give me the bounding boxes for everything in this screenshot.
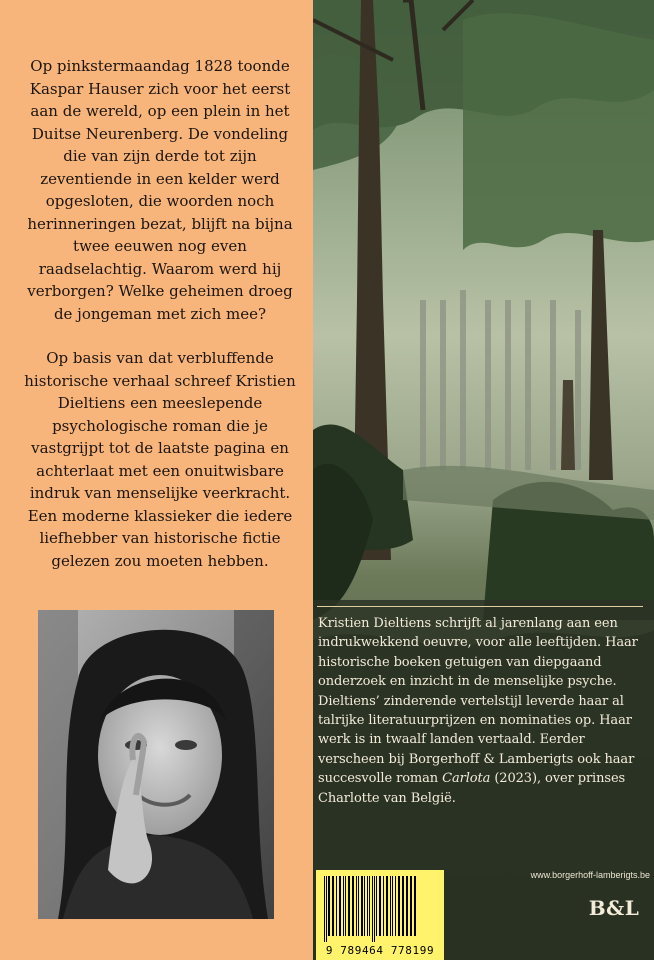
barcode-bar bbox=[352, 876, 354, 936]
barcode-bar bbox=[364, 876, 365, 936]
barcode-bar bbox=[395, 876, 396, 936]
barcode-bar bbox=[410, 876, 412, 936]
barcode-bars bbox=[322, 876, 438, 942]
author-portrait-image bbox=[38, 610, 274, 919]
barcode-bar bbox=[345, 876, 346, 936]
barcode-bar bbox=[332, 876, 334, 936]
barcode-bar bbox=[369, 876, 370, 936]
barcode-bar bbox=[367, 876, 368, 936]
barcode-bar bbox=[372, 876, 373, 942]
publisher-logo: B&L bbox=[588, 896, 640, 920]
barcode-bar bbox=[414, 876, 416, 936]
barcode-bar bbox=[383, 876, 384, 936]
barcode-bar bbox=[392, 876, 393, 936]
barcode-bar bbox=[326, 876, 327, 942]
barcode-bar bbox=[336, 876, 337, 936]
barcode-bar bbox=[379, 876, 381, 936]
publisher-website: www.borgerhoff-lamberigts.be bbox=[530, 870, 650, 880]
book-blurb bbox=[20, 55, 300, 594]
barcode bbox=[316, 870, 444, 960]
barcode-bar bbox=[398, 876, 400, 936]
barcode-bar bbox=[374, 876, 375, 942]
forest-painting bbox=[313, 0, 654, 960]
barcode-bar bbox=[376, 876, 377, 936]
author-bio bbox=[318, 614, 652, 808]
barcode-bar bbox=[348, 876, 350, 936]
blurb-paragraph-1: Op pinkstermaandag 1828 toonde Kaspar Hauser zich voor het eerst aan de wereld, op een plein in het Duitse Neurenberg. De vondeling die van zijn derde tot zijn zeventiende in een kelder werd opgesloten, die woorden noch herinneringen bezat, blijft na bijna twee eeuwen nog even raadselachtig. Waarom werd hij verborgen? Welke geheimen droeg de jongeman met zich mee? bbox=[27, 57, 293, 323]
forest-illustration bbox=[313, 0, 654, 960]
author-bio-text-end: (2023), over prinses Charlotte van België. bbox=[318, 771, 626, 806]
barcode-bar bbox=[390, 876, 391, 936]
barcode-bar bbox=[386, 876, 388, 936]
blurb-panel bbox=[0, 0, 313, 960]
barcode-bar bbox=[402, 876, 404, 936]
book-title-reference: Carlota bbox=[442, 771, 491, 787]
divider-line bbox=[317, 606, 643, 607]
author-bio-text: Kristien Dieltiens schrijft al jarenlang aan een indrukwekkend oeuvre, voor alle leeftijden. Haar historische boeken getuigen van diepgaand onderzoek en inzicht in de menselijke psyche. Dieltiens’ zinderende vertelstijl leverde haar al talrijke literatuurprijzen en nominaties op. Haar werk is in twaalf landen vertaald. Eerder verscheen bij Borgerhoff & Lamberigts ook haar succesvolle roman bbox=[318, 616, 638, 787]
barcode-bar bbox=[328, 876, 330, 936]
barcode-bar bbox=[339, 876, 341, 936]
author-portrait bbox=[38, 610, 274, 919]
barcode-bar bbox=[406, 876, 408, 936]
isbn-number: 9 789464 778199 bbox=[325, 944, 435, 957]
barcode-bar bbox=[343, 876, 344, 936]
barcode-bar bbox=[324, 876, 325, 942]
barcode-bar bbox=[356, 876, 357, 936]
blurb-paragraph-2: Op basis van dat verbluffende historische verhaal schreef Kristien Dieltiens een meeslepende psychologische roman die je vastgrijpt tot de laatste pagina en achterlaat met een onuitwisbare indruk van menselijke veerkracht. Een moderne klassieker die iedere liefhebber van historische fictie gelezen zou moeten hebben. bbox=[24, 349, 296, 570]
barcode-bar bbox=[358, 876, 359, 936]
barcode-bar bbox=[361, 876, 363, 936]
